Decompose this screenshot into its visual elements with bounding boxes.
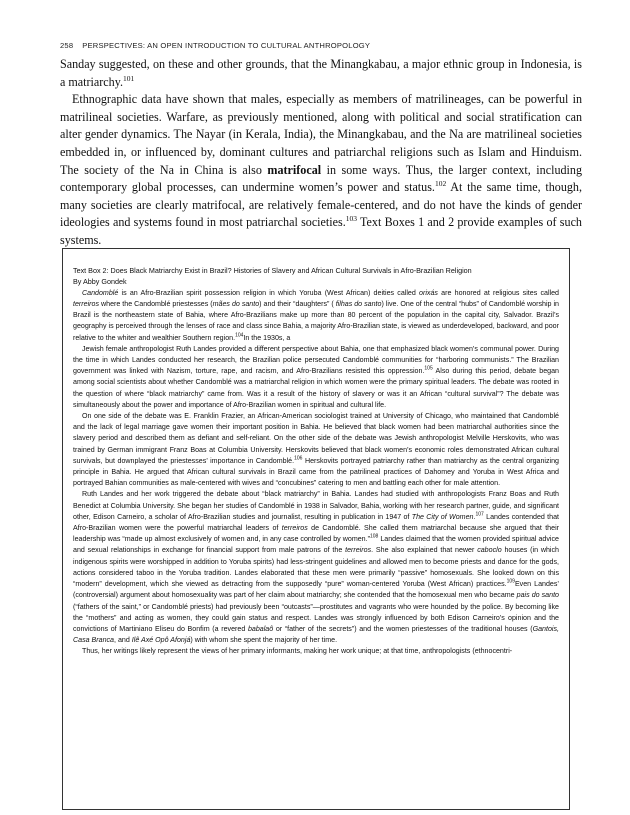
text-run: ) with whom she spent the majority of her time. xyxy=(190,636,338,645)
text-box-title: Text Box 2: Does Black Matriarchy Exist in Brazil? Histories of Slavery and African Cultural Survivals in Afro-Brazilian Religion xyxy=(73,266,472,275)
italic-term: orixás xyxy=(419,288,438,297)
footnote-ref[interactable]: 109 xyxy=(506,578,515,585)
text-run: ) live. One of the central “hubs” of Candomblé worship in Brazil is the northeastern state of Bahia, where Afro-Brazilians make up more than 80 percent of the population in the capital city, Salvador. Brazil’s geography is perceived through the lenses of race and class since Bahia, a majority Afro-Brazilian state, is viewed as underdeveloped, backward, and poor relative to the whiter and wealthier Southern region. xyxy=(73,300,559,342)
italic-term: terreiros xyxy=(345,546,372,555)
text-run: is an Afro-Brazilian spirit possession religion in which Yoruba (West African) deities called xyxy=(118,288,420,297)
footnote-ref[interactable]: 108 xyxy=(369,533,379,540)
paragraph xyxy=(73,411,559,489)
text-run: Ruth Landes and her work triggered the debate about “black matriarchy” in Bahia. Landes had studied with anthropologists Franz Boas and Ruth Benedict at Columbia University. She began her studies of Candomblé in 1938 in Salvador, Bahia, working with her research partner, guide, and significant other, Edison Carneiro, a scholar of Afro-Brazilian studies and journalist, resulting in publication in 1947 of xyxy=(73,490,559,521)
footnote-ref[interactable]: 102 xyxy=(434,179,447,189)
italic-term: The City of Women xyxy=(411,512,474,521)
text-run: or “father of the secrets”) and the women priestesses of the traditional houses ( xyxy=(273,624,533,633)
footnote-ref[interactable]: 101 xyxy=(123,73,135,83)
main-text xyxy=(60,56,582,250)
text-run: in some ways. Thus, the larger context, including contemporary global processes, can undermine women’s power and status. xyxy=(60,162,582,195)
text-run: where the Candomblé priestesses ( xyxy=(99,300,213,309)
footnote-ref[interactable]: 107 xyxy=(475,511,484,518)
paragraph xyxy=(73,344,559,411)
footnote-ref[interactable]: 106 xyxy=(294,455,303,462)
paragraph xyxy=(73,489,559,646)
text-run: Landes claimed that the women provided spiritual advice and sexual relationships in exchange for financial support from male patrons of the xyxy=(73,535,559,555)
italic-term: mães do santo xyxy=(212,300,260,309)
running-title: PERSPECTIVES: AN OPEN INTRODUCTION TO CULTURAL ANTHROPOLOGY xyxy=(82,41,371,50)
text-run: Herskovits portrayed patriarchy rather than matriarchy as the central organizing principle in Bahia. He argued that African cultural survivals in Brazil came from the patrilineal practices of Dahomey and Yoruba in West Africa and portrayed Bahian communities as male-centered with wives and “concubines” catering to men and battling each other for male attention. xyxy=(73,456,559,488)
italic-term: Gantois, Casa Branca xyxy=(73,624,560,645)
paragraph xyxy=(73,288,559,344)
text-run: Also during this period, debate began among social scientists about whether Candomblé was a matriarchal religion in which women were the primary spiritual leaders. The debate was rooted in the question of where “black matriarchy” came from. Was it a result of the history of slavery or was it an African “cultural survival”? The debate was simultaneously about the power and importance of Afro-Brazilian women in spiritual and cultural life. xyxy=(73,367,559,409)
italic-term: caboclo xyxy=(477,546,502,555)
italic-term: filhas do santo xyxy=(335,300,382,309)
footnote-ref[interactable]: 104 xyxy=(235,332,244,339)
text-run: In the 1930s, a xyxy=(243,333,291,342)
text-run: . She also explained that newer xyxy=(371,546,478,555)
italic-term: babalaô xyxy=(247,624,274,633)
italic-term: Candomblé xyxy=(82,288,119,297)
text-run: At the same time, though, many societies are clearly matrifocal, are relatively female-centered, and do not have the kinds of gender ideologies and systems found in most patriarchal societies. xyxy=(60,180,582,230)
footnote-ref[interactable]: 105 xyxy=(424,365,433,372)
text-box-author: By Abby Gondek xyxy=(73,277,127,287)
footnote-ref[interactable]: 103 xyxy=(345,214,357,224)
text-run: Thus, her writings likely represent the views of her primary informants, making her work unique; at that time, anthropologists (ethnocentri- xyxy=(82,647,513,656)
text-run: are honored at religious sites called xyxy=(437,288,559,297)
page-number: 258 xyxy=(60,41,74,50)
running-header xyxy=(60,41,580,50)
text-run: On one side of the debate was E. Franklin Frazier, an African-American sociologist trained at University of Chicago, who maintained that Candomblé and the lack of legal marriage gave women their important position in Bahia. He believed that black women had been matriarchal authorities since the slavery period and described them as defiant and self-reliant. On the other side of the debate was Jewish anthropologist Melville Herskovits, who was trained by German immigrant Franz Boas at Columbia University. Herskovits believed that black women’s economic roles demonstrated African cultural survivals, but downplayed the priestesses’ importance in Candomblé. xyxy=(73,412,559,465)
italic-term: terreiros xyxy=(73,300,100,309)
italic-term: terreiros xyxy=(281,524,308,533)
text-run: Even Landes’ (controversial) argument about homosexuality was part of her claim about matriarchy; she contended that the homosexual men who became xyxy=(73,580,559,600)
key-term-matrifocal: matrifocal xyxy=(267,162,322,177)
italic-term: pais do santo xyxy=(516,591,559,600)
paragraph xyxy=(60,56,582,91)
text-run: Ethnographic data have shown that males, especially as members of matrilineages, can be powerful in matrilineal societies. Warfare, as previously mentioned, along with political and social stratification can alter gender dynamics. The Nayar (in Kerala, India), the Minangkabau, and the Na are matrilineal societies embedded in, or influenced by, dominant cultures and patriarchal religions such as Islam and Hinduism. The society of the Na in China is also xyxy=(60,92,582,177)
text-box xyxy=(62,248,570,810)
italic-term: Ilê Axé Opô Afonjá xyxy=(131,636,191,645)
text-run: Sanday suggested, on these and other grounds, that the Minangkabau, a major ethnic group in Indonesia, is a matriarchy. xyxy=(60,57,582,89)
text-run: Landes contended that Afro-Brazilian women were the powerful matriarchal leaders of xyxy=(73,512,559,533)
text-run: , and xyxy=(114,636,132,645)
text-run: Text Boxes 1 and 2 provide examples of such systems. xyxy=(60,215,582,247)
paragraph xyxy=(60,91,582,249)
text-run: de Candomblé. She called them matriarchal because she argued that their leadership was “made up almost exclusively of women and, in any case controlled by women.” xyxy=(73,524,560,544)
text-run: . xyxy=(473,512,476,521)
text-run: Jewish female anthropologist Ruth Landes provided a different perspective about Bahia, one that emphasized black women’s communal power. During the time in which Landes conducted her research, the Brazilian police persecuted Candomblé communities for “harboring communists.” The Brazilian government was linked with Nazism, torture, rape, and racism, and Afro-Brazilians resisted this oppression. xyxy=(73,344,559,376)
paragraph xyxy=(73,646,559,657)
text-box-content xyxy=(73,265,559,658)
text-run: (“fathers of the saint,” or Candomblé priests) had previously been “outcasts”—prostitutes and vagrants who were hounded by the police. By becoming like the “mothers” and acting as women, they could gain status and respect. Landes was strongly influenced by both Edison Carneiro’s opinion and the convictions of Martiniano Eliseu do Bonfim (a revered xyxy=(73,602,559,633)
text-run: ) and their “daughters” ( xyxy=(259,300,336,309)
text-run: houses (in which indigenous spirits were worshipped in addition to Yoruba spirits) had less-stringent guidelines and allowed men to become priests and dance for the gods, actions considered taboo in the Yoruba tradition. Landes elaborated that these men were primarily “passive” homosexuals. She looked down on this “modern” development, which she viewed as detracting from the supposedly “pure” woman-centered Yoruba (West African) practices. xyxy=(73,546,559,589)
